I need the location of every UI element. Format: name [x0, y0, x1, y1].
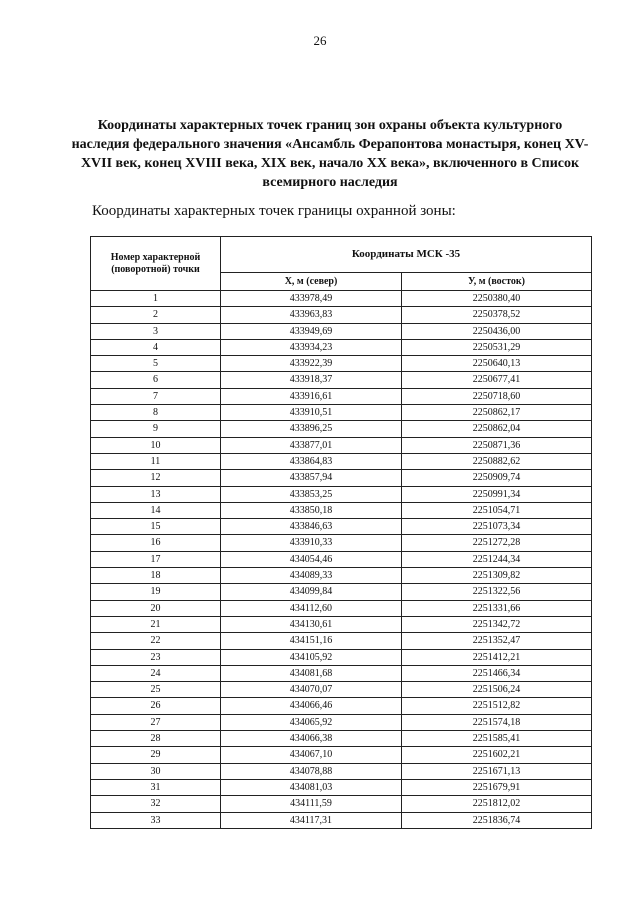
x-coordinate-cell: 434112,60 [221, 600, 402, 616]
y-coordinate-cell: 2251322,56 [402, 584, 592, 600]
y-coordinate-cell: 2251054,71 [402, 502, 592, 518]
table-row [91, 486, 592, 502]
x-coordinate-cell: 434130,61 [221, 616, 402, 632]
table-row [91, 519, 592, 535]
point-number-cell: 11 [91, 453, 221, 469]
x-coordinate-cell: 434066,38 [221, 731, 402, 747]
x-coordinate-cell: 433896,25 [221, 421, 402, 437]
point-number-cell: 31 [91, 779, 221, 795]
y-coordinate-cell: 2250909,74 [402, 470, 592, 486]
x-coordinate-cell: 433916,61 [221, 388, 402, 404]
table-row [91, 747, 592, 763]
x-coordinate-cell: 434054,46 [221, 551, 402, 567]
point-number-cell: 3 [91, 323, 221, 339]
y-coordinate-cell: 2250378,52 [402, 307, 592, 323]
point-number-cell: 19 [91, 584, 221, 600]
x-coordinate-cell: 434117,31 [221, 812, 402, 828]
table-row [91, 665, 592, 681]
x-coordinate-cell: 433850,18 [221, 502, 402, 518]
x-coordinate-cell: 433857,94 [221, 470, 402, 486]
y-coordinate-cell: 2251585,41 [402, 731, 592, 747]
point-number-cell: 21 [91, 616, 221, 632]
table-row [91, 502, 592, 518]
x-coordinate-cell: 434099,84 [221, 584, 402, 600]
point-number-cell: 1 [91, 291, 221, 307]
table-body [91, 291, 592, 829]
y-coordinate-cell: 2251331,66 [402, 600, 592, 616]
y-coordinate-cell: 2251466,34 [402, 665, 592, 681]
table-row [91, 437, 592, 453]
point-number-cell: 18 [91, 568, 221, 584]
table-row [91, 453, 592, 469]
y-coordinate-cell: 2250436,00 [402, 323, 592, 339]
x-coordinate-cell: 434067,10 [221, 747, 402, 763]
x-coordinate-cell: 433934,23 [221, 339, 402, 355]
point-number-cell: 33 [91, 812, 221, 828]
x-coordinate-cell: 434070,07 [221, 682, 402, 698]
y-coordinate-cell: 2250882,62 [402, 453, 592, 469]
table-row [91, 779, 592, 795]
table-row [91, 600, 592, 616]
table-row [91, 470, 592, 486]
point-number-cell: 10 [91, 437, 221, 453]
table-row [91, 633, 592, 649]
table-row [91, 584, 592, 600]
point-number-cell: 15 [91, 519, 221, 535]
point-number-cell: 16 [91, 535, 221, 551]
y-coordinate-cell: 2251244,34 [402, 551, 592, 567]
point-number-cell: 28 [91, 731, 221, 747]
y-coordinate-cell: 2250871,36 [402, 437, 592, 453]
point-number-cell: 29 [91, 747, 221, 763]
x-coordinate-cell: 433910,51 [221, 405, 402, 421]
y-coordinate-cell: 2250640,13 [402, 356, 592, 372]
y-coordinate-cell: 2251671,13 [402, 763, 592, 779]
point-number-cell: 9 [91, 421, 221, 437]
table-row [91, 388, 592, 404]
table-row [91, 307, 592, 323]
x-coordinate-cell: 433910,33 [221, 535, 402, 551]
x-coordinate-cell: 434066,46 [221, 698, 402, 714]
x-coordinate-cell: 434151,16 [221, 633, 402, 649]
table-row [91, 551, 592, 567]
y-coordinate-cell: 2251342,72 [402, 616, 592, 632]
y-coordinate-cell: 2251272,28 [402, 535, 592, 551]
x-coordinate-cell: 434105,92 [221, 649, 402, 665]
x-coordinate-cell: 434089,33 [221, 568, 402, 584]
x-coordinate-cell: 433918,37 [221, 372, 402, 388]
point-number-cell: 14 [91, 502, 221, 518]
point-number-cell: 26 [91, 698, 221, 714]
table-row [91, 731, 592, 747]
point-number-cell: 2 [91, 307, 221, 323]
x-coordinate-cell: 433922,39 [221, 356, 402, 372]
y-coordinate-cell: 2251073,34 [402, 519, 592, 535]
table-row [91, 535, 592, 551]
x-coordinate-cell: 433853,25 [221, 486, 402, 502]
header-coordinate-system: Координаты МСК -35 [221, 237, 592, 273]
x-coordinate-cell: 433949,69 [221, 323, 402, 339]
y-coordinate-cell: 2251602,21 [402, 747, 592, 763]
point-number-cell: 25 [91, 682, 221, 698]
x-coordinate-cell: 433877,01 [221, 437, 402, 453]
table-row [91, 323, 592, 339]
y-coordinate-cell: 2251836,74 [402, 812, 592, 828]
x-coordinate-cell: 434065,92 [221, 714, 402, 730]
y-coordinate-cell: 2250718,60 [402, 388, 592, 404]
point-number-cell: 5 [91, 356, 221, 372]
y-coordinate-cell: 2251812,02 [402, 796, 592, 812]
point-number-cell: 22 [91, 633, 221, 649]
point-number-cell: 12 [91, 470, 221, 486]
x-coordinate-cell: 433963,83 [221, 307, 402, 323]
table-row [91, 421, 592, 437]
point-number-cell: 8 [91, 405, 221, 421]
x-coordinate-cell: 434081,03 [221, 779, 402, 795]
point-number-cell: 6 [91, 372, 221, 388]
x-coordinate-cell: 434078,88 [221, 763, 402, 779]
x-coordinate-cell: 433846,63 [221, 519, 402, 535]
header-point-number: Номер характерной (поворотной) точки [91, 237, 221, 291]
point-number-cell: 32 [91, 796, 221, 812]
point-number-cell: 30 [91, 763, 221, 779]
y-coordinate-cell: 2251679,91 [402, 779, 592, 795]
header-x-north: Х, м (север) [221, 272, 402, 290]
y-coordinate-cell: 2251412,21 [402, 649, 592, 665]
y-coordinate-cell: 2251512,82 [402, 698, 592, 714]
point-number-cell: 7 [91, 388, 221, 404]
table-row [91, 616, 592, 632]
table-row [91, 339, 592, 355]
table-row [91, 405, 592, 421]
y-coordinate-cell: 2250991,34 [402, 486, 592, 502]
table-row [91, 796, 592, 812]
table-row [91, 812, 592, 828]
table-row [91, 682, 592, 698]
header-y-east: У, м (восток) [402, 272, 592, 290]
table-row [91, 763, 592, 779]
table-caption: Координаты характерных точек границы охранной зоны: [92, 203, 456, 219]
table-row [91, 372, 592, 388]
y-coordinate-cell: 2250862,17 [402, 405, 592, 421]
x-coordinate-cell: 433864,83 [221, 453, 402, 469]
point-number-cell: 13 [91, 486, 221, 502]
point-number-cell: 27 [91, 714, 221, 730]
document-title: Координаты характерных точек границ зон охраны объекта культурного наследия федерального значения «Ансамбль Ферапонтова монастыря, конец XV-XVII век, конец XVIII века, XIX век, начало XX века», включенного в Список всемирного наследия [71, 118, 589, 190]
table-row [91, 356, 592, 372]
page-number: 26 [313, 33, 327, 48]
x-coordinate-cell: 434111,59 [221, 796, 402, 812]
point-number-cell: 20 [91, 600, 221, 616]
coordinates-table [90, 236, 592, 829]
point-number-cell: 23 [91, 649, 221, 665]
table-row [91, 291, 592, 307]
y-coordinate-cell: 2251506,24 [402, 682, 592, 698]
table-row [91, 649, 592, 665]
table-row [91, 698, 592, 714]
y-coordinate-cell: 2250862,04 [402, 421, 592, 437]
y-coordinate-cell: 2250380,40 [402, 291, 592, 307]
table-row [91, 568, 592, 584]
y-coordinate-cell: 2251309,82 [402, 568, 592, 584]
point-number-cell: 17 [91, 551, 221, 567]
point-number-cell: 24 [91, 665, 221, 681]
y-coordinate-cell: 2250531,29 [402, 339, 592, 355]
x-coordinate-cell: 433978,49 [221, 291, 402, 307]
y-coordinate-cell: 2250677,41 [402, 372, 592, 388]
point-number-cell: 4 [91, 339, 221, 355]
y-coordinate-cell: 2251574,18 [402, 714, 592, 730]
x-coordinate-cell: 434081,68 [221, 665, 402, 681]
table-row [91, 714, 592, 730]
y-coordinate-cell: 2251352,47 [402, 633, 592, 649]
